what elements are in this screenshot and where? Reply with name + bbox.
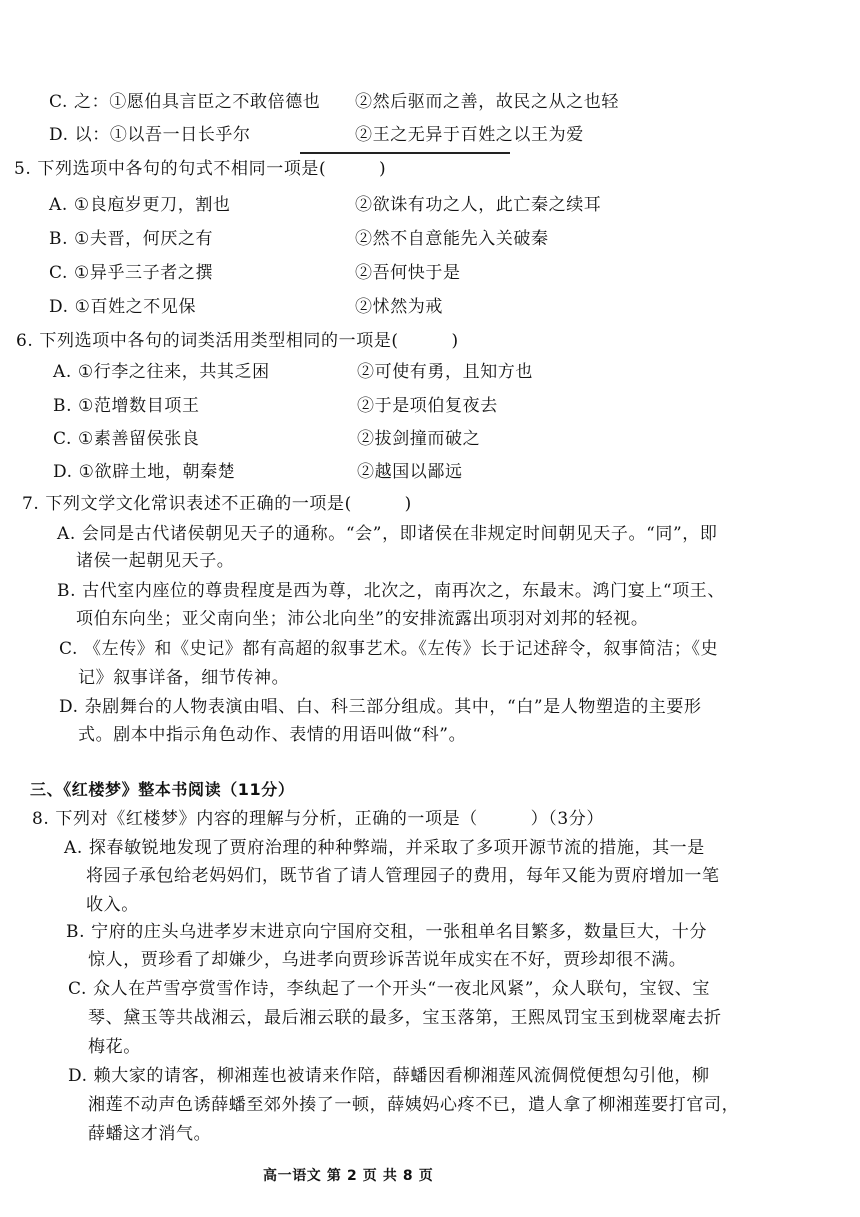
q6-option-a-left: A. ①行李之往来，共其乏困 [53, 362, 270, 382]
q6-option-d-right: ②越国以鄙远 [357, 462, 463, 482]
q8-option-c-line1: C. 众人在芦雪亭赏雪作诗，李纨起了一个开头“一夜北风紧”，众人联句，宝钗、宝 [68, 979, 710, 999]
q6-option-c-left: C. ①素善留侯张良 [53, 429, 200, 449]
section-3-heading: 三、《红楼梦》整本书阅读（11分） [30, 780, 295, 799]
q8-option-d-line2: 湘莲不动声色诱薛蟠至郊外揍了一顿，薛姨妈心疼不已，遣人拿了柳湘莲要打官司， [88, 1095, 740, 1115]
q4-option-d-left: D. 以：①以吾一日长乎尔 [49, 125, 251, 145]
q8-option-c-line3: 梅花。 [88, 1037, 141, 1057]
q4-option-c-left: C. 之：①愿伯具言臣之不敢倍德也 [49, 92, 321, 112]
q7-option-c-line1: C. 《左传》和《史记》都有高超的叙事艺术。《左传》长于记述辞令，叙事简洁；《史 [59, 639, 719, 659]
scan-mark-rule [300, 152, 510, 154]
q5-option-b-left: B. ①夫晋，何厌之有 [49, 229, 214, 249]
q8-option-d-line1: D. 赖大家的请客，柳湘莲也被请来作陪，薛蟠因看柳湘莲风流倜傥便想勾引他，柳 [68, 1066, 710, 1086]
q6-option-d-left: D. ①欲辟土地，朝秦楚 [53, 462, 236, 482]
q8-stem: 8. 下列对《红楼梦》内容的理解与分析，正确的一项是（ ）（3分） [32, 809, 604, 829]
q8-option-a-line3: 收入。 [86, 895, 139, 915]
q6-option-b-left: B. ①范增数目项王 [53, 396, 200, 416]
q5-option-d-left: D. ①百姓之不见保 [49, 297, 197, 317]
q6-option-b-right: ②于是项伯复夜去 [357, 396, 498, 416]
q6-option-a-right: ②可使有勇，且知方也 [357, 362, 533, 382]
q5-option-d-right: ②怵然为戒 [355, 297, 443, 317]
q8-option-b-line2: 惊人，贾珍看了却嫌少，乌进孝向贾珍诉苦说年成实在不好，贾珍却很不满。 [88, 950, 687, 970]
q5-option-a-left: A. ①良庖岁更刀，割也 [49, 195, 231, 215]
q7-option-b-line2: 项伯东向坐；亚父南向坐；沛公北向坐”的安排流露出项羽对刘邦的轻视。 [76, 609, 649, 629]
q4-option-d-right: ②王之无异于百姓之以王为爱 [355, 125, 584, 145]
q5-option-c-right: ②吾何快于是 [355, 263, 461, 283]
q5-option-a-right: ②欲诛有功之人，此亡秦之续耳 [355, 195, 602, 215]
q5-stem: 5. 下列选项中各句的句式不相同一项是( ) [14, 159, 387, 179]
q7-option-d-line1: D. 杂剧舞台的人物表演由唱、白、科三部分组成。其中，“白”是人物塑造的主要形 [59, 697, 702, 717]
q8-option-d-line3: 薛蟠这才消气。 [88, 1124, 212, 1144]
q7-option-b-line1: B. 古代室内座位的尊贵程度是西为尊，北次之，南再次之，东最末。鸿门宴上“项王、 [57, 581, 725, 601]
q8-option-b-line1: B. 宁府的庄头乌进孝岁末进京向宁国府交租，一张租单名目繁多，数量巨大，十分 [66, 922, 708, 942]
q6-stem: 6. 下列选项中各句的词类活用类型相同的一项是( ) [16, 331, 459, 351]
q4-option-c-right: ②然后驱而之善，故民之从之也轻 [355, 92, 619, 112]
q5-option-b-right: ②然不自意能先入关破秦 [355, 229, 549, 249]
q7-option-a-line2: 诸侯一起朝见天子。 [76, 551, 235, 571]
q7-option-d-line2: 式。剧本中指示角色动作、表情的用语叫做“科”。 [78, 725, 467, 745]
q7-stem: 7. 下列文学文化常识表述不正确的一项是( ) [22, 494, 412, 514]
q5-option-c-left: C. ①异乎三子者之撰 [49, 263, 214, 283]
q8-option-c-line2: 琴、黛玉等共战湘云，最后湘云联的最多，宝玉落第，王熙凤罚宝玉到栊翠庵去折 [88, 1008, 722, 1028]
page-footer: 高一语文 第 2 页 共 8 页 [263, 1168, 434, 1184]
q8-option-a-line1: A. 探春敏锐地发现了贾府治理的种种弊端，并采取了多项开源节流的措施，其一是 [64, 838, 705, 858]
q6-option-c-right: ②拔剑撞而破之 [357, 429, 481, 449]
q8-option-a-line2: 将园子承包给老妈妈们，既节省了请人管理园子的费用，每年又能为贾府增加一笔 [86, 866, 720, 886]
q7-option-a-line1: A. 会同是古代诸侯朝见天子的通称。“会”，即诸侯在非规定时间朝见天子。“同”，即 [57, 524, 718, 544]
q7-option-c-line2: 记》叙事详备，细节传神。 [78, 668, 290, 688]
